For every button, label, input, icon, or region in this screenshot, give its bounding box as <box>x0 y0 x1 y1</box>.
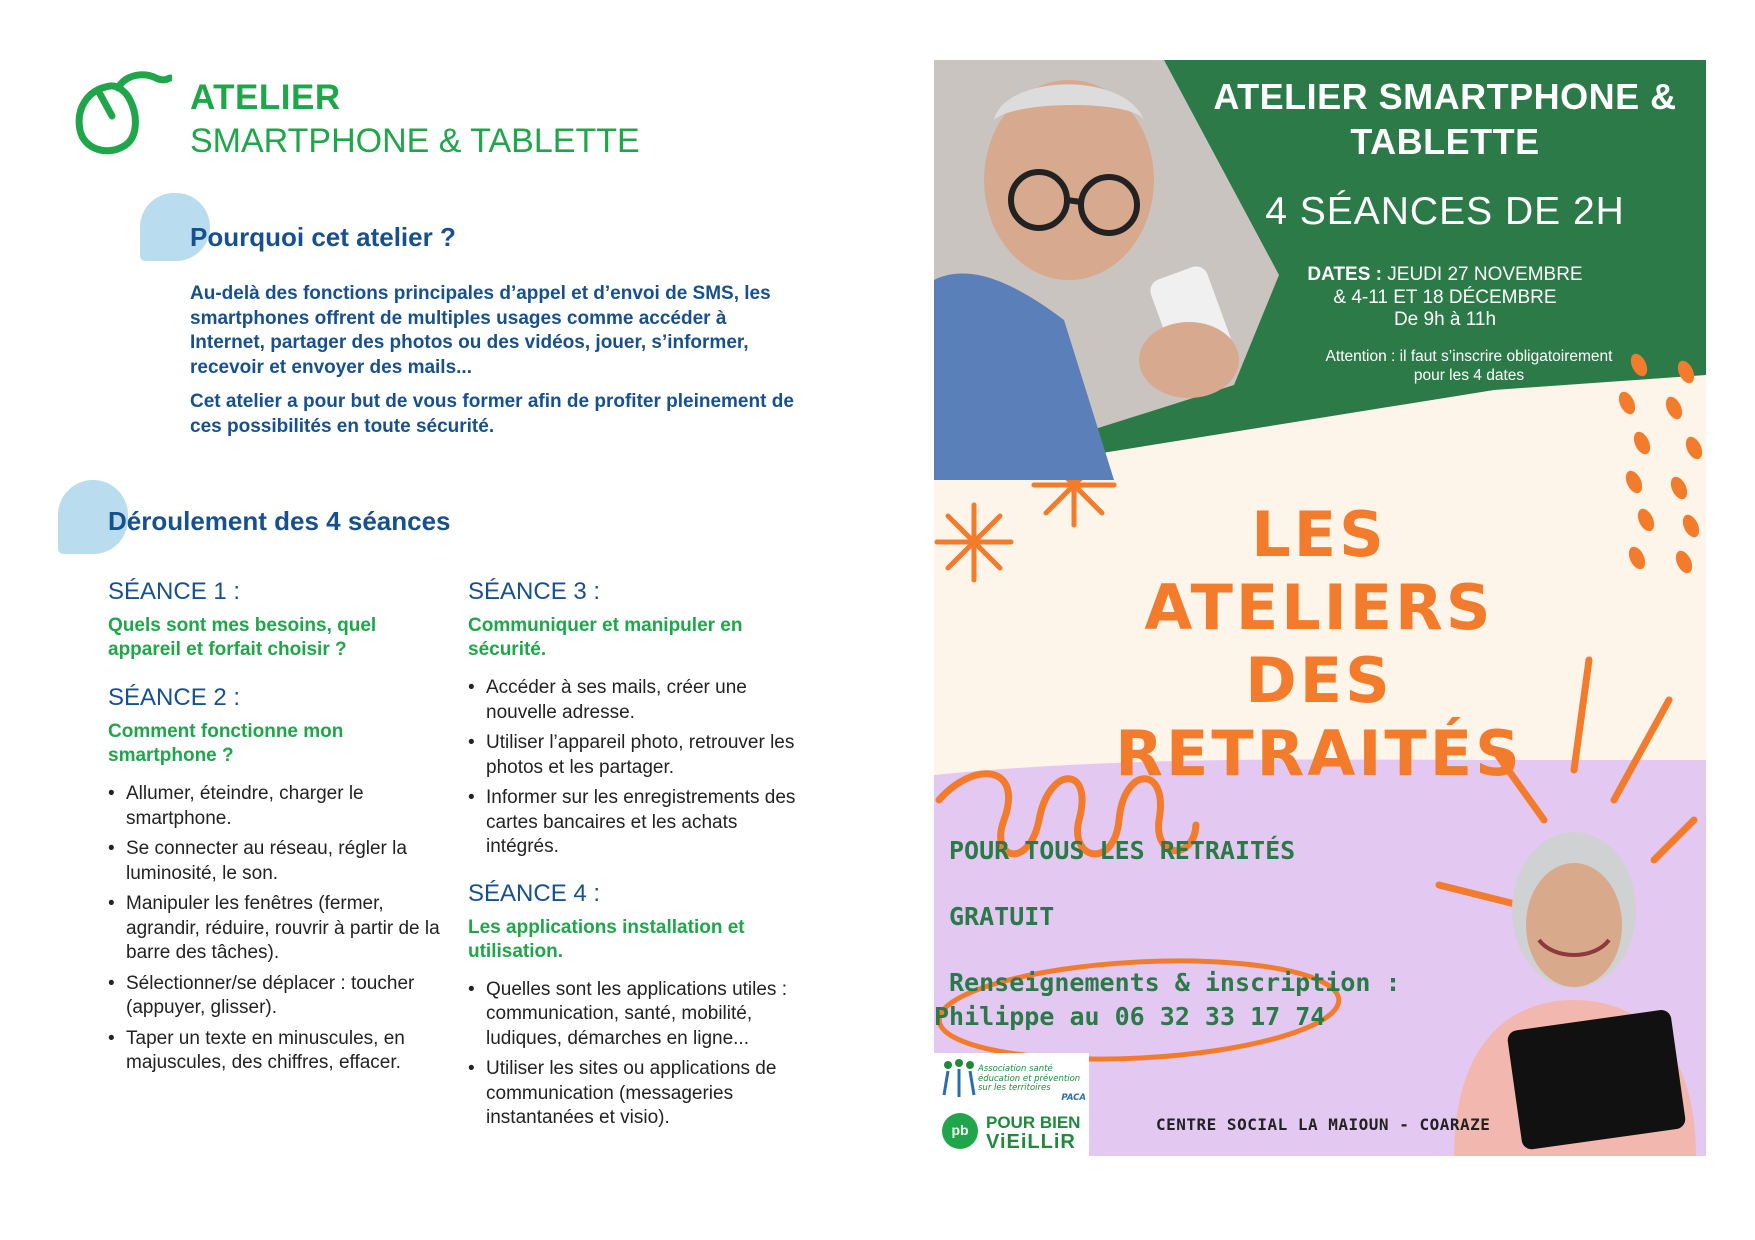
seance-3-title: SÉANCE 3 : <box>468 578 601 605</box>
seance-2-title: SÉANCE 2 : <box>108 684 241 711</box>
poster-contact-label: Renseignements & inscription : <box>949 968 1401 997</box>
poster-contact-person: Philippe au 06 32 33 17 74 <box>934 1002 1326 1031</box>
poster-audience: POUR TOUS LES RETRAITÉS <box>949 836 1296 865</box>
sessions-column-1 <box>108 578 448 1096</box>
list-item: • Utiliser les sites ou applications de communication (messageries instantanées et visio). <box>468 1057 808 1131</box>
seance-4-list <box>468 978 808 1131</box>
seance-4-subtitle: Les applications installation et utilisation. <box>468 916 745 962</box>
dates-line-2: & 4-11 ET 18 DÉCEMBRE <box>1333 286 1557 308</box>
dates-line-3: De 9h à 11h <box>1393 309 1497 330</box>
event-poster <box>934 60 1706 1156</box>
why-heading: Pourquoi cet atelier ? <box>190 222 456 252</box>
seance-2-list <box>108 782 448 1076</box>
poster-attention <box>1274 347 1664 385</box>
org-region: PACA <box>1061 1092 1086 1103</box>
org-name <box>978 1065 1086 1103</box>
attention-line-1: Attention : il faut s’inscrire obligatoirement <box>1325 348 1613 365</box>
seance-4-title: SÉANCE 4 : <box>468 879 601 907</box>
list-item: • Se connecter au réseau, régler la luminosité, le son. <box>108 837 448 886</box>
steps-heading: Déroulement des 4 séances <box>108 506 451 536</box>
sessions-column-2 <box>468 578 808 1151</box>
org-name-text: Association santé éducation et prévention sur les territoires <box>978 1064 1081 1093</box>
list-item: • Manipuler les fenêtres (fermer, agrandir, réduire, rouvrir à partir de la barre des tâches). <box>108 892 448 966</box>
header-title-line2: SMARTPHONE & TABLETTE <box>190 122 640 160</box>
list-item: • Accéder à ses mails, créer une nouvelle adresse. <box>468 676 808 725</box>
list-item: • Utiliser l’appareil photo, retrouver les photos et les partager. <box>468 731 808 780</box>
poster-sessions: 4 SÉANCES DE 2H <box>1265 190 1625 233</box>
seance-3-list <box>468 676 808 860</box>
pbv-line-2: ViEiLLiR <box>986 1131 1076 1153</box>
seance-2-subtitle: Comment fonctionne mon smartphone ? <box>108 721 344 766</box>
poster-main-title <box>1084 498 1554 790</box>
computer-mouse-icon <box>72 70 172 160</box>
main-title-line-3: RETRAITÉS <box>1115 717 1523 790</box>
poster-title: ATELIER SMARTPHONE & TABLETTE <box>1213 76 1677 162</box>
main-title-line-2: DES <box>1245 644 1393 717</box>
why-paragraph-1: Au-delà des fonctions principales d’appel et d’envoi de SMS, les smartphones offrent de multiples usages comme accéder à Internet, partager des photos ou des vidéos, jouer, s’informer, recevoir et envoyer des mails... <box>190 283 771 378</box>
header-title-line1: ATELIER <box>190 78 341 117</box>
senior-woman-photo <box>1434 820 1706 1156</box>
seance-1-subtitle: Quels sont mes besoins, quel appareil et forfait choisir ? <box>108 615 377 660</box>
list-item: • Informer sur les enregistrements des cartes bancaires et les achats intégrés. <box>468 786 808 860</box>
seance-3-subtitle: Communiquer et manipuler en sécurité. <box>468 615 743 660</box>
pbv-logo-icon: pb <box>942 1113 978 1149</box>
poster-venue: CENTRE SOCIAL LA MAIOUN - COARAZE <box>1156 1115 1491 1134</box>
seance-1-title: SÉANCE 1 : <box>108 578 241 605</box>
dates-label: DATES : <box>1307 264 1382 285</box>
list-item: • Taper un texte en minuscules, en majuscules, des chiffres, effacer. <box>108 1027 448 1076</box>
pbv-line-1: POUR BIEN <box>986 1113 1081 1132</box>
dates-line-1: JEUDI 27 NOVEMBRE <box>1387 264 1583 285</box>
list-item: • Quelles sont les applications utiles : communication, santé, mobilité, ludiques, démarches en ligne... <box>468 978 808 1052</box>
attention-line-2: pour les 4 dates <box>1413 367 1525 384</box>
poster-dates <box>1184 264 1706 332</box>
list-item: • Allumer, éteindre, charger le smartphone. <box>108 782 448 831</box>
people-logo-icon <box>940 1059 978 1099</box>
poster-price: GRATUIT <box>949 902 1055 931</box>
why-paragraph-2: Cet atelier a pour but de vous former afin de profiter pleinement de ces possibilités en toute sécurité. <box>190 391 794 437</box>
partner-logos <box>934 1053 1089 1156</box>
main-title-line-1: LES ATELIERS <box>1144 498 1494 644</box>
list-item: • Sélectionner/se déplacer : toucher (appuyer, glisser). <box>108 972 448 1021</box>
